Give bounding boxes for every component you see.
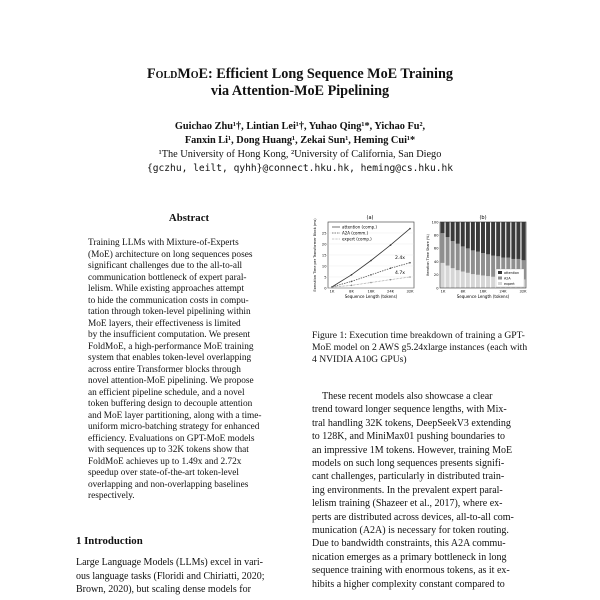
panel-a-xlabel: Sequence Length (tokens): [344, 294, 398, 299]
panel-b-xlabel: Sequence Length (tokens): [456, 294, 510, 299]
bar-segment-a2a: [491, 256, 495, 277]
body-line: Due to bandwidth constraints, this A2A commu-: [312, 538, 506, 550]
y-tick-label: 15: [321, 253, 327, 258]
bar-segment-expert: [441, 263, 445, 288]
x-tick-label: 24K: [499, 289, 507, 294]
bar-segment-expert: [491, 277, 495, 288]
figure-1-charts: [310, 212, 528, 306]
legend-label-a2a: A2A (comm.): [342, 230, 369, 236]
bar-segment-expert: [456, 270, 460, 288]
abstract-heading: Abstract: [168, 212, 210, 224]
data-point: [370, 260, 372, 262]
body-line: to 128K, and MiniMax01 pushing boundaries to: [312, 431, 506, 443]
panel-a-yticks: [322, 231, 327, 290]
bar-segment-attention: [446, 222, 450, 237]
right-column-body: [312, 390, 528, 591]
bar-segment-attention: [476, 222, 480, 252]
abstract-line: significant challenges due to the all-to-all: [88, 261, 243, 271]
intro-line: ous language tasks (Floridi and Chiriatti, 2020;: [76, 570, 265, 582]
bar-segment-attention: [516, 222, 520, 259]
legend-b-label-attention: attention: [504, 271, 520, 275]
data-point: [370, 274, 372, 276]
bar-segment-attention: [496, 222, 500, 256]
bar-segment-a2a: [466, 248, 470, 272]
body-line: hibits a higher complexity constant compared to: [312, 578, 505, 590]
data-point: [351, 281, 353, 283]
data-point: [370, 282, 372, 284]
legend-b-label-expert: expert: [504, 282, 515, 286]
panel-a-label: (a): [366, 215, 374, 221]
panel-b-label: (b): [479, 215, 487, 221]
bar-segment-attention: [486, 222, 490, 254]
body-line: nication emerges as a primary bottleneck in long: [312, 551, 507, 563]
author-emails: {gczhu, leilt, qyhh}@connect.hku.hk, heming@cs.hku.hk: [146, 163, 454, 174]
body-line: ing environments. In the prevalent expert paral-: [312, 484, 503, 496]
abstract-line: respectively.: [88, 491, 135, 501]
abstract-line: (MoE) architecture on long sequences poses: [88, 249, 253, 260]
bar-segment-attention: [521, 222, 525, 260]
paper-title: [0, 66, 600, 100]
bar-segment-attention: [506, 222, 510, 258]
body-line: models on such long sequences presents signifi-: [312, 458, 505, 470]
bar-segment-expert: [476, 275, 480, 288]
bar-segment-expert: [486, 276, 490, 288]
x-tick-label: 8K: [460, 289, 466, 294]
y-tick-label: 60: [433, 246, 439, 251]
bar-segment-expert: [451, 268, 455, 288]
abstract-line: Training LLMs with Mixture-of-Experts: [88, 238, 239, 248]
panel-b-yticks: [432, 220, 440, 290]
data-point: [390, 267, 392, 269]
data-point: [409, 276, 411, 278]
bar-segment-a2a: [446, 237, 450, 265]
abstract-line: overlapping and non-overlapping baselines: [88, 479, 249, 490]
abstract-line: speedup over state-of-the-art token-level: [88, 468, 240, 478]
bar-segment-attention: [491, 222, 495, 256]
bar-segment-attention: [466, 222, 470, 248]
body-line: perts are distributed across devices, all-to-all com-: [312, 511, 514, 523]
x-tick-label: 16K: [479, 289, 487, 294]
author-list: [0, 120, 600, 147]
y-tick-label: 20: [321, 242, 327, 247]
bar-segment-expert: [481, 275, 485, 288]
bar-segment-expert: [461, 272, 465, 289]
y-tick-label: 25: [321, 231, 327, 236]
introduction-heading: 1 Introduction: [76, 535, 143, 547]
data-point: [351, 274, 353, 276]
legend-b-swatch-attention: [498, 271, 502, 274]
abstract-line: across entire Transformer blocks through: [88, 364, 241, 375]
bar-segment-attention: [456, 222, 460, 244]
bar-segment-attention: [441, 222, 445, 233]
x-tick-label: 24K: [387, 289, 394, 294]
bar-segment-attention: [501, 222, 505, 258]
body-line: These recent models also showcase a clear: [322, 391, 493, 402]
body-line: tral handling 32K tokens, DeepSeekV3 extending: [312, 417, 511, 429]
data-point: [331, 286, 333, 288]
bar-segment-expert: [446, 266, 450, 288]
panel-a-xticks: [330, 290, 414, 294]
body-line: cant challenges, particularly in distributed train-: [312, 471, 505, 483]
bar-segment-attention: [511, 222, 515, 259]
panel-a-ylabel: Execution Time per Transformer Block (ms): [313, 218, 317, 292]
panel-b-xticks: [441, 290, 527, 294]
abstract-line: MoE layers, their effectiveness is limited: [88, 318, 241, 329]
title-line-1-rest: : Efficient Long Sequence MoE Training: [207, 66, 453, 82]
affiliations: ¹The University of Hong Kong, ²University of California, San Diego: [158, 149, 442, 160]
abstract-line: FoldMoE achieves up to 1.49x and 2.72x: [88, 456, 242, 467]
bar-segment-attention: [461, 222, 465, 246]
abstract-line: with sequences up to 32K tokens show that: [88, 445, 249, 455]
authors-line-1: Guichao Zhu¹†, Lintian Lei¹†, Yuhao Qing¹*, Yichao Fu²,: [174, 121, 426, 132]
x-tick-label: 8K: [349, 289, 354, 294]
y-tick-label: 80: [433, 233, 439, 238]
y-tick-label: 20: [433, 273, 439, 278]
legend-label-expert: expert (comp.): [342, 236, 372, 242]
legend-b-label-a2a: A2A: [504, 276, 511, 281]
abstract-line: by the insufficient computation. We present: [88, 330, 251, 340]
abstract-line: system that enables token-level overlapping: [88, 353, 252, 363]
bar-segment-a2a: [476, 252, 480, 275]
x-tick-label: 16K: [367, 289, 375, 294]
introduction-body: [76, 556, 300, 597]
bar-segment-attention: [481, 222, 485, 253]
bar-segment-a2a: [471, 250, 475, 274]
figure-1: [310, 212, 528, 306]
abstract-line: an efficient pipeline schedule, and a novel: [88, 387, 245, 398]
x-tick-label: 1K: [329, 289, 335, 294]
y-tick-label: 10: [321, 264, 327, 269]
bar-segment-a2a: [461, 246, 465, 271]
y-tick-label: 5: [324, 275, 327, 280]
bar-segment-a2a: [451, 241, 455, 268]
abstract-line: FoldMoE, a high-performance MoE training: [88, 341, 254, 352]
abstract-line: communication bottleneck of expert paral-: [88, 272, 247, 283]
figure-1-caption: Figure 1: Execution time breakdown of training a GPT-MoE model on 2 AWS g5.24xlarge instances (each with 4 NVIDIA A10G GPUs): [312, 330, 528, 365]
x-tick-label: 32K: [406, 289, 414, 294]
panel-b-ylabel: Iteration Time Share (%): [426, 234, 430, 276]
body-line: munication (A2A) is necessary for token routing.: [312, 525, 509, 537]
bar-segment-a2a: [486, 254, 490, 276]
intro-line: Brown, 2020), but scaling dense models for: [76, 584, 251, 595]
bar-segment-attention: [451, 222, 455, 241]
x-tick-label: 1K: [440, 289, 446, 294]
bar-segment-a2a: [481, 253, 485, 275]
data-point: [390, 279, 392, 281]
body-line: trend toward longer sequence lengths, with Mix-: [312, 404, 507, 416]
abstract-line: novel attention-MoE pipelining. We propose: [88, 376, 254, 386]
bar-segment-attention: [471, 222, 475, 250]
abstract-line: uniform micro-batching strategy for enhanced: [88, 422, 260, 432]
data-point: [351, 285, 353, 287]
abstract-line: lelism. While existing approaches attempt: [88, 284, 245, 294]
abstract-body: [88, 238, 288, 503]
data-point: [409, 262, 411, 264]
panel-b-legend: [496, 269, 524, 287]
data-point: [390, 244, 392, 246]
abstract-line: token buffering design to decouple attention: [88, 399, 253, 409]
abstract-line: efficiency. Evaluations on GPT-MoE models: [88, 433, 255, 444]
body-line: lelism training (Shazeer et al., 2017), where ex-: [312, 498, 503, 510]
y-tick-label: 100: [431, 220, 439, 225]
x-tick-label: 32K: [519, 289, 527, 294]
intro-line: Large Language Models (LLMs) excel in vari-: [76, 557, 263, 568]
body-line: sequence training with enormous tokens, as it ex-: [312, 565, 510, 577]
legend-label-attention: attention (comp.): [342, 224, 377, 230]
legend-b-swatch-expert: [498, 282, 502, 285]
legend-b-swatch-a2a: [498, 277, 502, 280]
y-tick-label: 0: [324, 286, 327, 291]
bar-segment-a2a: [456, 244, 460, 270]
annotation-2-4x: 2.4x: [395, 256, 406, 261]
title-system-name: FoldMoE: [147, 66, 208, 82]
abstract-line: tation through token-level pipelining within: [88, 307, 251, 317]
bar-segment-a2a: [441, 233, 445, 263]
abstract-line: to hide the communication costs in compu-: [88, 295, 249, 306]
title-line-2: via Attention-MoE Pipelining: [210, 83, 390, 99]
bar-segment-expert: [471, 274, 475, 288]
abstract-line: and MoE layer partitioning, along with a time-: [88, 410, 262, 421]
body-line: an impressive 1M tokens. However, training MoE: [312, 444, 513, 456]
y-tick-label: 40: [433, 259, 439, 264]
y-tick-label: 0: [436, 286, 439, 291]
data-point: [409, 228, 411, 230]
authors-line-2: Fanxin Li¹, Dong Huang¹, Zekai Sun¹, Heming Cui¹*: [184, 134, 416, 146]
annotation-4-7x: 4.7x: [395, 271, 406, 276]
bar-segment-expert: [466, 273, 470, 288]
